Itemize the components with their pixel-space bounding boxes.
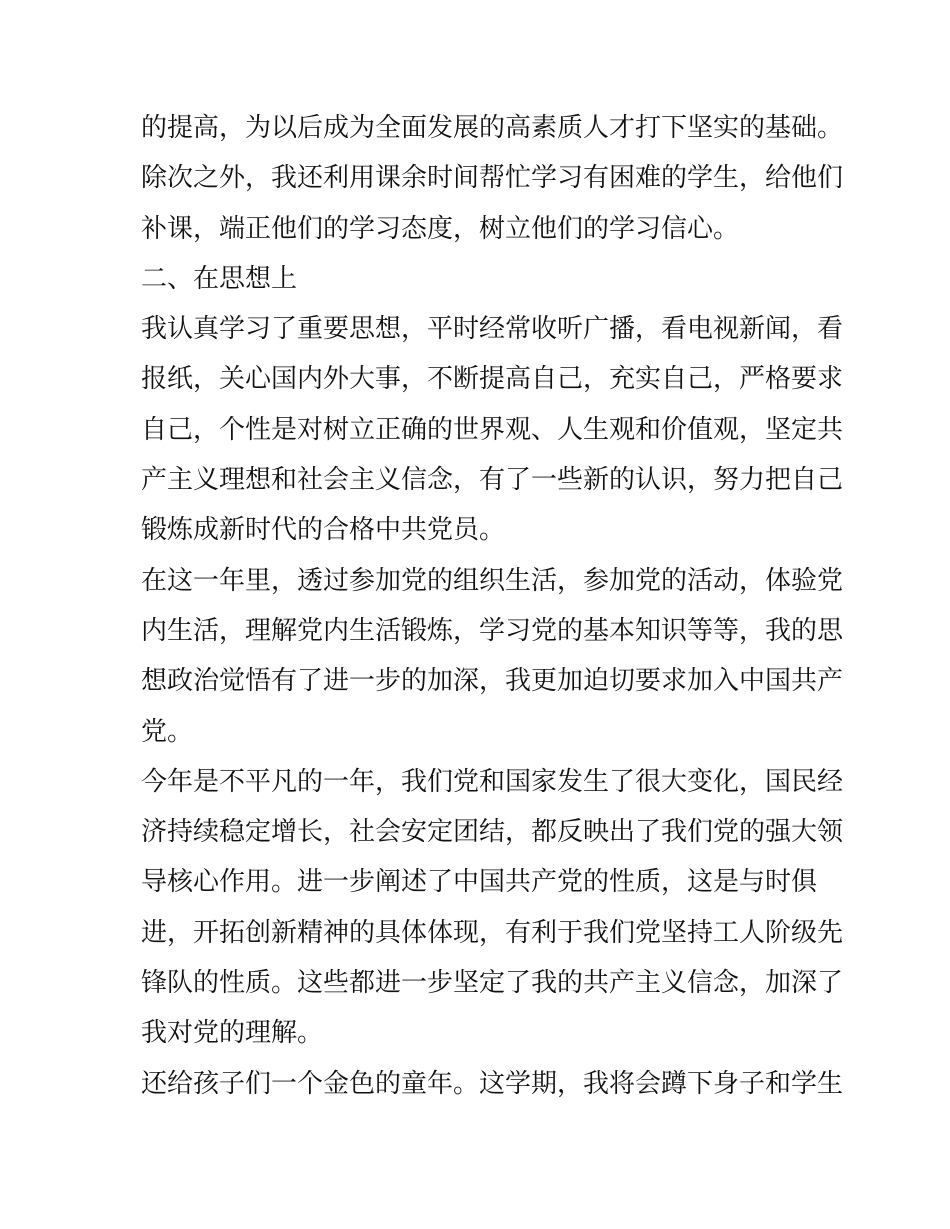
text-line: 产主义理想和社会主义信念，有了一些新的认识，努力把自己 [141, 465, 844, 496]
text-line: 党。 [141, 716, 194, 747]
text-line: 锻炼成新时代的合格中共党员。 [141, 515, 506, 546]
text-line: 自己，个性是对树立正确的世界观、人生观和价值观，坚定共 [141, 414, 844, 445]
text-line: 内生活，理解党内生活锻炼，学习党的基本知识等等，我的思 [141, 615, 844, 646]
document-body [141, 103, 844, 1109]
text-line: 进，开拓创新精神的具体体现，有利于我们党坚持工人阶级先 [141, 917, 844, 948]
text-line: 锋队的性质。这些都进一步坚定了我的共产主义信念，加深了 [141, 968, 844, 999]
text-line: 想政治觉悟有了进一步的加深，我更加迫切要求加入中国共产 [141, 666, 844, 697]
text-line: 的提高，为以后成为全面发展的高素质人才打下坚实的基础。 [141, 113, 844, 143]
text-line: 济持续稳定增长，社会安定团结，都反映出了我们党的强大领 [141, 817, 844, 848]
text-line: 我对党的理解。 [141, 1018, 324, 1049]
text-line: 导核心作用。进一步阐述了中国共产党的性质，这是与时俱 [141, 867, 818, 898]
text-line: 除次之外，我还利用课余时间帮忙学习有困难的学生，给他们 [141, 163, 844, 194]
text-line: 在这一年里，透过参加党的组织生活，参加党的活动，体验党 [141, 565, 844, 596]
text-line: 我认真学习了重要思想，平时经常收听广播，看电视新闻，看 [141, 314, 844, 345]
text-line: 报纸，关心国内外大事，不断提高自己，充实自己，严格要求 [141, 364, 844, 395]
text-line: 补课，端正他们的学习态度，树立他们的学习信心。 [141, 213, 740, 244]
text-line: 还给孩子们一个金色的童年。这学期，我将会蹲下身子和学生 [141, 1068, 844, 1099]
text-line: 今年是不平凡的一年，我们党和国家发生了很大变化，国民经 [141, 766, 844, 797]
section-heading: 二、在思想上 [141, 263, 298, 294]
